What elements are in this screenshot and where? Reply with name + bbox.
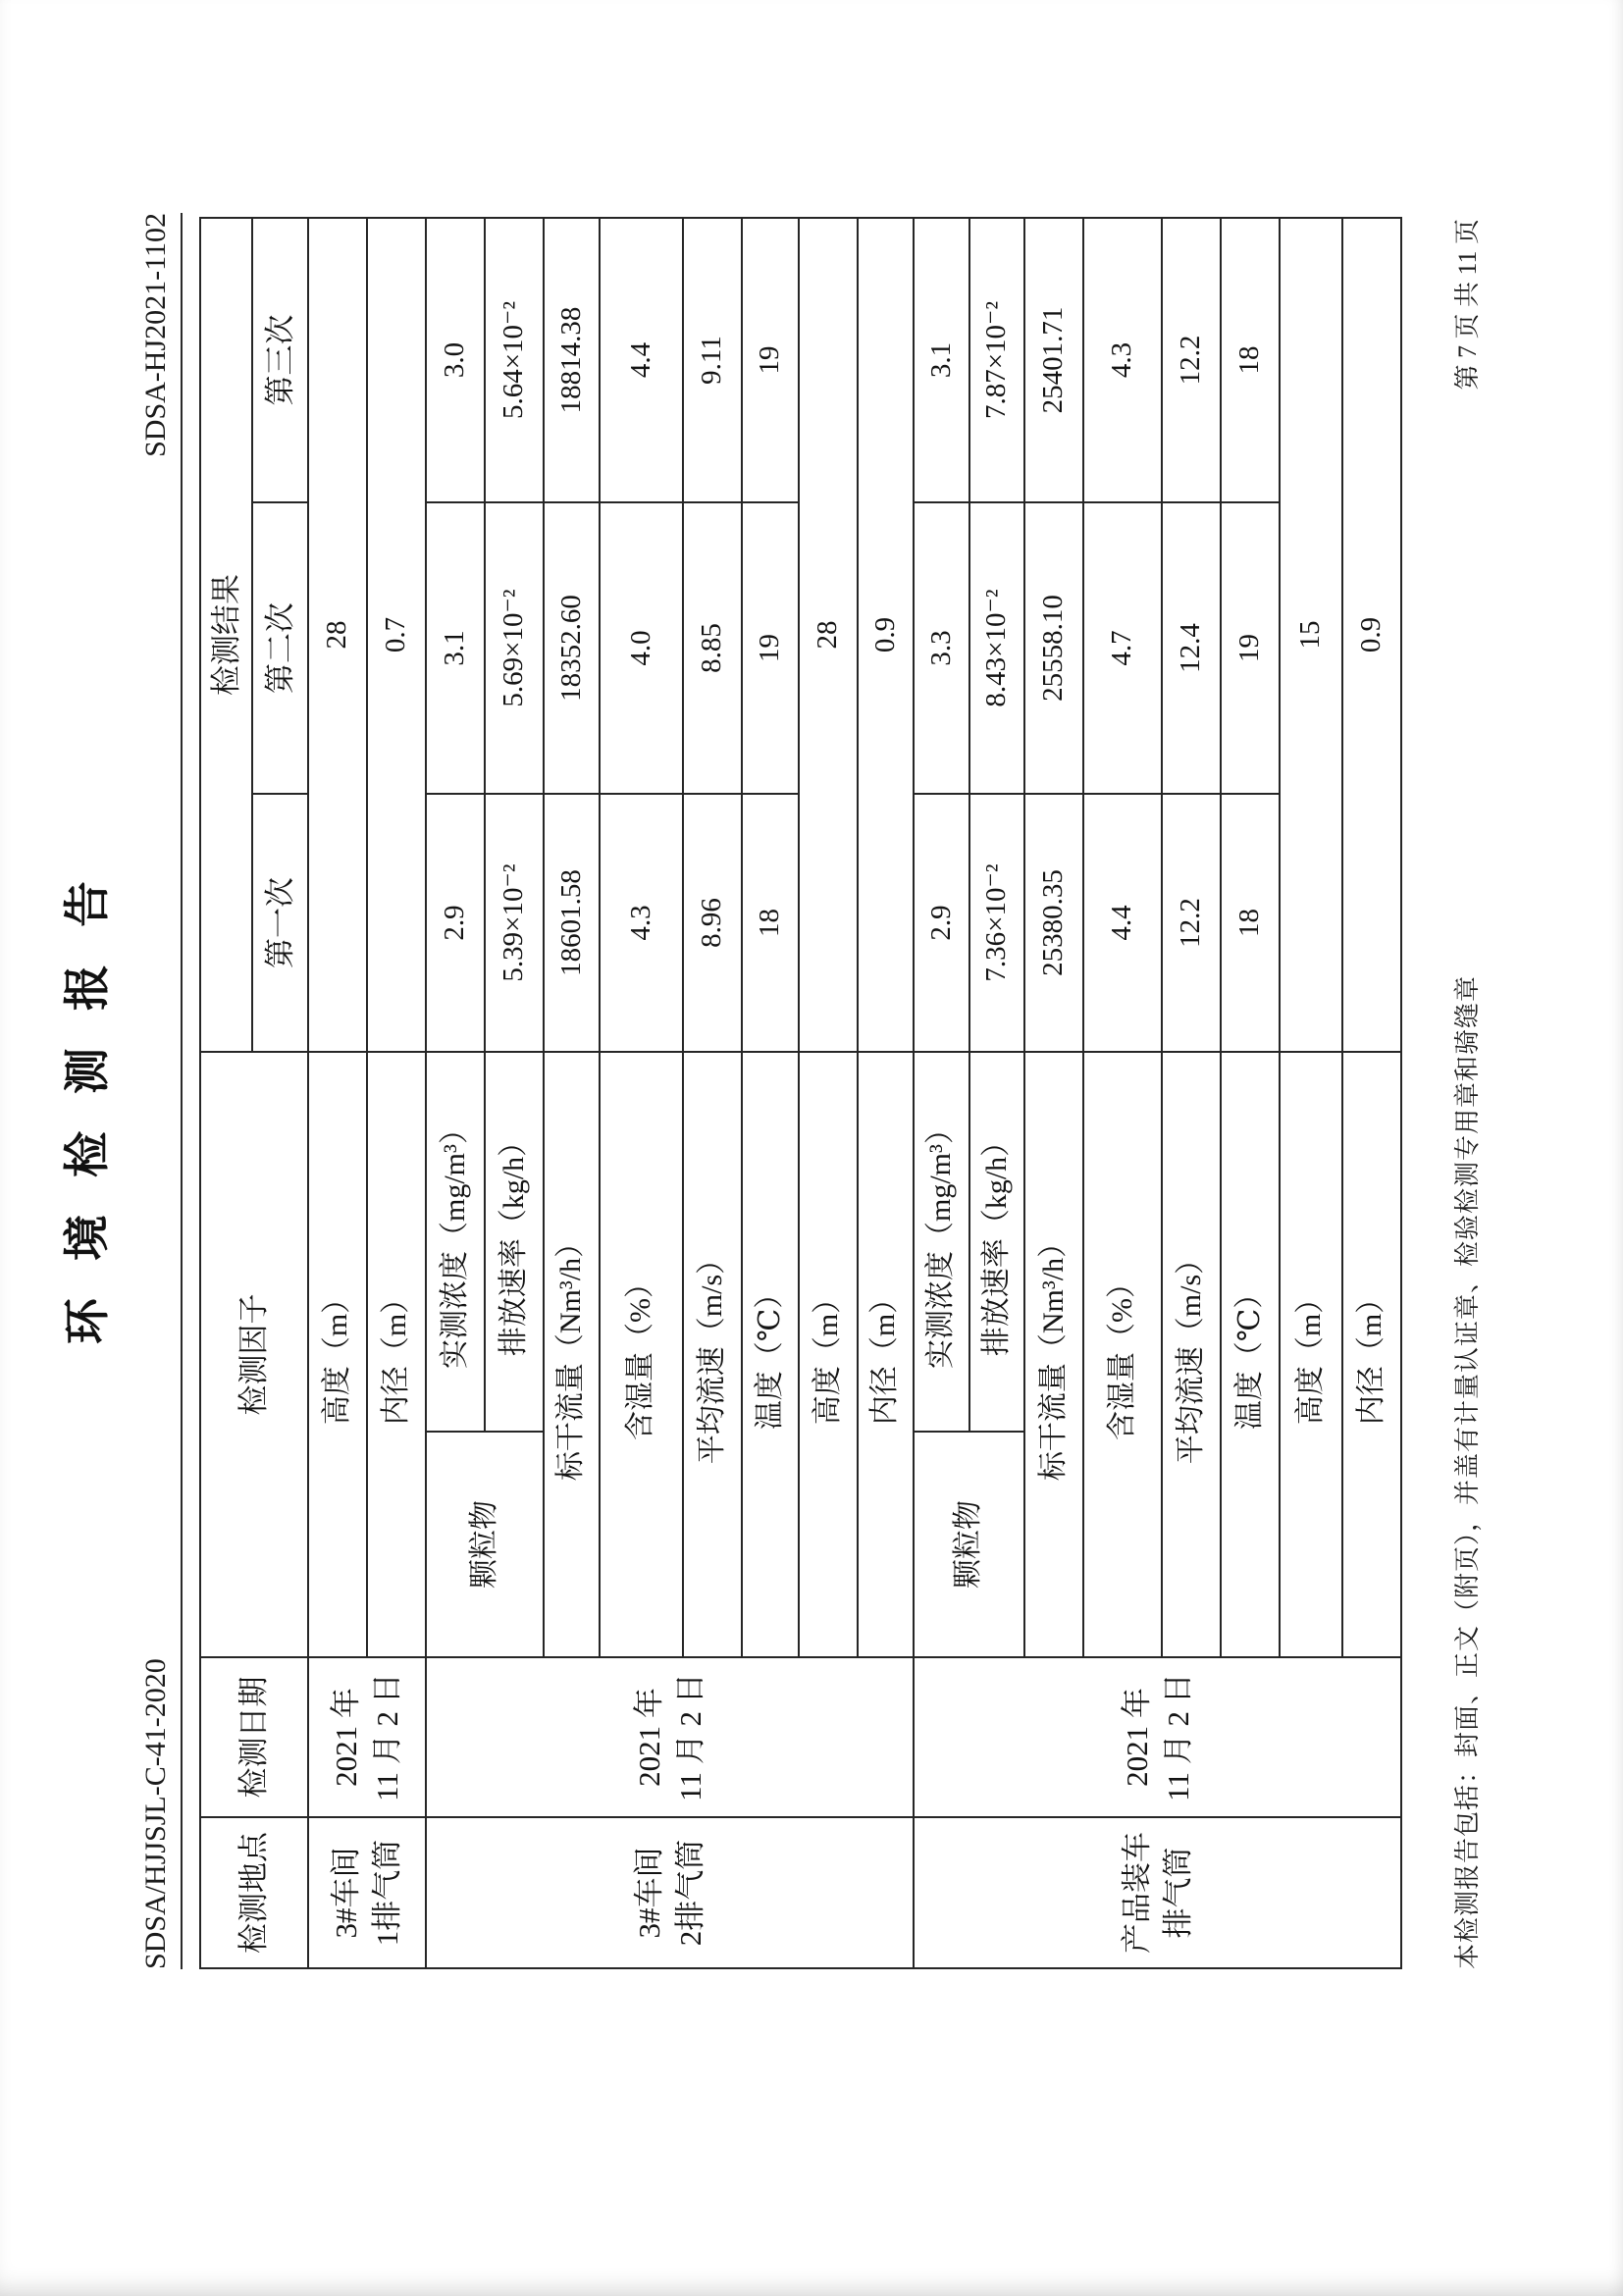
- location-stack-1: 3#车间 1排气筒: [308, 1817, 426, 1968]
- table-cell: 18352.60: [544, 502, 600, 794]
- table-cell: 12.2: [1162, 794, 1221, 1052]
- table-cell: 含湿量（%）: [1083, 1052, 1162, 1657]
- table-cell: 平均流速（m/s）: [683, 1052, 742, 1657]
- table-cell: 18814.38: [544, 218, 600, 502]
- hdr-run-2: 第二次: [252, 502, 308, 794]
- table-cell: 25401.71: [1024, 218, 1083, 502]
- table-row: [308, 218, 367, 1968]
- table-cell: 温度（℃）: [742, 1052, 799, 1657]
- table-cell: 25380.35: [1024, 794, 1083, 1052]
- table-cell: 4.0: [600, 502, 683, 794]
- table-cell: 3.3: [914, 502, 969, 794]
- footer: [1447, 219, 1484, 1969]
- table-cell: 12.4: [1162, 502, 1221, 794]
- date-stack-2: 2021 年 11 月 2 日: [426, 1657, 914, 1817]
- hdr-run-3: 第三次: [252, 218, 308, 502]
- location-stack-2: 3#车间 2排气筒: [426, 1817, 914, 1968]
- table-cell: 平均流速（m/s）: [1162, 1052, 1221, 1657]
- table-cell: 排放速率（kg/h）: [485, 1052, 544, 1432]
- table-cell: 4.3: [600, 794, 683, 1052]
- table-cell: 19: [742, 502, 799, 794]
- table-cell: 18601.58: [544, 794, 600, 1052]
- table-cell: 4.7: [1083, 502, 1162, 794]
- results-table: [199, 217, 1402, 1969]
- table-cell: 25558.10: [1024, 502, 1083, 794]
- pollutant-pm: 颗粒物: [426, 1432, 544, 1657]
- table-cell: 19: [742, 218, 799, 502]
- table-cell: 7.87×10⁻²: [969, 218, 1024, 502]
- table-cell: 19: [1221, 502, 1280, 794]
- hdr-run-1: 第一次: [252, 794, 308, 1052]
- table-cell: 内径（m）: [858, 1052, 914, 1657]
- table-cell: 3.1: [426, 502, 485, 794]
- table-cell: 28: [308, 218, 367, 1052]
- table-cell: 含湿量（%）: [600, 1052, 683, 1657]
- table-cell: 内径（m）: [367, 1052, 426, 1657]
- footer-note: 本检测报告包括：封面、正文（附页），并盖有计量认证章、检验检测专用章和骑缝章: [1453, 974, 1482, 1969]
- table-cell: 7.36×10⁻²: [969, 794, 1024, 1052]
- table-cell: 排放速率（kg/h）: [969, 1052, 1024, 1432]
- date-stack-1: 2021 年 11 月 2 日: [308, 1657, 426, 1817]
- pollutant-pm: 颗粒物: [914, 1432, 1024, 1657]
- table-cell: 5.64×10⁻²: [485, 218, 544, 502]
- table-cell: 0.9: [1342, 218, 1401, 1052]
- table-cell: 8.85: [683, 502, 742, 794]
- hdr-date: 检测日期: [200, 1657, 308, 1817]
- table-cell: 温度（℃）: [1221, 1052, 1280, 1657]
- table-cell: 2.9: [426, 794, 485, 1052]
- table-cell: 18: [742, 794, 799, 1052]
- table-cell: 标干流量（Nm³/h）: [544, 1052, 600, 1657]
- table-cell: 4.4: [1083, 794, 1162, 1052]
- page-indicator: 第 7 页 共 11 页: [1453, 219, 1482, 391]
- table-cell: 4.4: [600, 218, 683, 502]
- hdr-factor: 检测因子: [200, 1052, 308, 1657]
- date-stack-3: 2021 年 11 月 2 日: [914, 1657, 1401, 1817]
- table-cell: 0.9: [858, 218, 914, 1052]
- table-cell: 高度（m）: [308, 1052, 367, 1657]
- hdr-location: 检测地点: [200, 1817, 308, 1968]
- table-cell: 高度（m）: [1280, 1052, 1342, 1657]
- table-cell: 3.1: [914, 218, 969, 502]
- hdr-results: 检测结果: [200, 218, 252, 1052]
- table-cell: 实测浓度（mg/m³）: [914, 1052, 969, 1432]
- page-title: 环境检测报告: [63, 844, 114, 1344]
- table-cell: 18: [1221, 794, 1280, 1052]
- table-cell: 4.3: [1083, 218, 1162, 502]
- table-cell: 9.11: [683, 218, 742, 502]
- table-cell: 18: [1221, 218, 1280, 502]
- table-cell: 28: [799, 218, 858, 1052]
- table-cell: 12.2: [1162, 218, 1221, 502]
- table-cell: 8.96: [683, 794, 742, 1052]
- table-row: [914, 218, 969, 1968]
- table-cell: 2.9: [914, 794, 969, 1052]
- table-cell: 高度（m）: [799, 1052, 858, 1657]
- table-cell: 8.43×10⁻²: [969, 502, 1024, 794]
- table-cell: 5.69×10⁻²: [485, 502, 544, 794]
- table-cell: 内径（m）: [1342, 1052, 1401, 1657]
- table-cell: 3.0: [426, 218, 485, 502]
- document-number: SDSA/HJJSJL-C-41-2020: [139, 1658, 172, 1969]
- table-cell: 15: [1280, 218, 1342, 1052]
- table-cell: 0.7: [367, 218, 426, 1052]
- table-row: [200, 218, 252, 1968]
- header-rule: [139, 213, 183, 1969]
- table-cell: 实测浓度（mg/m³）: [426, 1052, 485, 1432]
- location-stack-3: 产品装车 排气筒: [914, 1817, 1401, 1968]
- report-number: SDSA-HJ2021-1102: [139, 213, 172, 457]
- table-row: [426, 218, 485, 1968]
- table-cell: 标干流量（Nm³/h）: [1024, 1052, 1083, 1657]
- table-cell: 5.39×10⁻²: [485, 794, 544, 1052]
